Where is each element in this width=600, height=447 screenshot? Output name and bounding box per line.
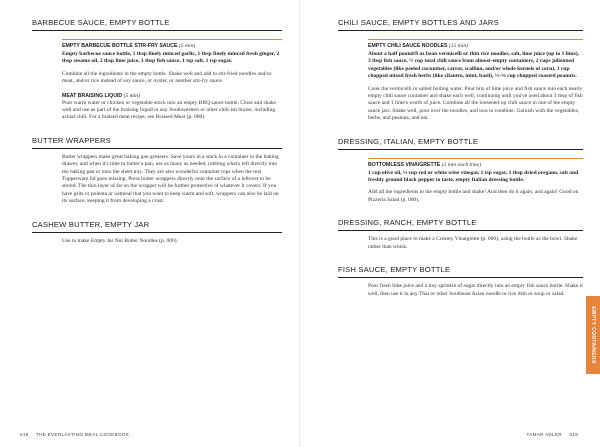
author-name: TAMAR ADLER	[526, 432, 562, 437]
section-text: Butter wrappers make great baking pan greasers. Save yours in a stack in a container in the baking drawer, and when it's time to butter a pan, use as many as needed, rubbing what's left directly into the baking pan or onto the sheet tray. They are also wonderful container tops when the teal Tupperware lid goes missing. Press butter wrappers directly onto the surface of a leftover to be stored. The thin layer of fat on the wrapper will be further protective of whatever it covers. If you have grits or polenta or oatmeal that you want to keep warm and soft, wrappers can also be laid on its surface, keeping it from developing a crust.	[62, 153, 279, 205]
section-fish-sauce	[338, 265, 583, 298]
sub-recipe-title	[62, 93, 282, 99]
recipe-name: EMPTY CHILI SAUCE NOODLES	[368, 43, 448, 49]
left-footer	[20, 432, 129, 437]
left-column	[32, 18, 282, 245]
method-text: Cook the vermicelli in salted boiling water. Pour bits of lime juice and fish sauce into each nearly empty chili sauce container and shake each well, continuing until you've used about 3 tbsp of fish sauce and 1 lime's worth of juice. Combine all the loosened-up chili sauce in one of the empty sauce jars. Shake well, pour over the noodles, and toss to combine. Garnish with the vegetables, herbs, and peanuts, and eat.	[368, 85, 583, 122]
recipe-title	[368, 158, 583, 168]
recipe-time: (5 min each time)	[441, 161, 482, 168]
recipe-name: EMPTY BARBECUE BOTTLE STIR-FRY SAUCE	[62, 43, 178, 49]
section-barbecue-sauce	[32, 18, 282, 122]
section-butter-wrappers	[32, 136, 282, 206]
section-text: Pour fresh lime juice and a tiny sprinkle of sugar directly into an empty fish sauce bottle. Shake it well, then use it in any Thai or other Southeast Asian noodle or rice dish or soup or salad.	[368, 283, 583, 297]
section-heading: FISH SAUCE, EMPTY BOTTLE	[338, 265, 583, 278]
recipe-title	[62, 39, 282, 49]
chapter-tab-label: EMPTY CONTAINERS	[590, 306, 596, 364]
book-title: THE EVERLASTING MEAL COOKBOOK	[36, 432, 130, 437]
right-page	[300, 0, 600, 447]
recipe-name: BOTTOMLESS VINAIGRETTE	[368, 161, 441, 168]
ingredients: 1 cup olive oil, ⅓ cup red or white wine vinegar, 1 tsp sugar, 1 tbsp dried oregano, salt and freshly ground black pepper to taste, empty Italian dressing bottle.	[368, 169, 579, 184]
section-heading: DRESSING, ITALIAN, EMPTY BOTTLE	[338, 137, 583, 150]
ingredients: About a half pound/8 oz bean vermicelli or thin rice noodles, salt, lime juice (up to 1 lime), 3 tbsp fish sauce, ½ cup total chili sauce from almost-empty containers, 2 cups julienned vegetables (like peeled cucumber, carrot, scallion, and/or whole kernels of corn), 1 cup chopped mixed fresh herbs (like cilantro, mint, basil), ⅔–¾ cup chopped roasted peanuts.	[368, 51, 580, 80]
section-ranch-dressing	[338, 218, 583, 251]
section-heading: CASHEW BUTTER, EMPTY JAR	[32, 220, 282, 233]
sub-recipe-time: (5 min)	[123, 92, 140, 99]
sub-recipe-text: Pour warm water or chicken or vegetable stock into an empty BBQ sauce bottle. Close and shake well and use as part of the braising liquid in any Southwestern or other chili-ish braise, including actual chili. For a braised meat recipe, see Braised Meat (p. 000).	[62, 99, 276, 121]
sub-recipe-name: MEAT BRAISING LIQUID	[62, 92, 123, 99]
section-text: This is a good place to make a Creamy Vinaigrette (p. 000), using the bottle as the bowl. Shake rather than whisk.	[368, 236, 578, 250]
recipe-time: (15 min)	[448, 43, 469, 49]
recipe-time: (5 min)	[178, 43, 196, 49]
method-text: Combine all the ingredients in the empty bottle. Shake well and add to stir-fried noodles and/or meat, and/or rice instead of soy sauce, or oyster, or another stir-fry sauce.	[62, 70, 272, 85]
section-heading: CHILI SAUCE, EMPTY BOTTLES AND JARS	[338, 18, 583, 31]
page-number: 518	[20, 432, 29, 437]
section-cashew-butter	[32, 220, 282, 245]
section-heading: DRESSING, RANCH, EMPTY BOTTLE	[338, 218, 583, 231]
right-footer	[526, 432, 578, 437]
recipe-title	[368, 39, 583, 49]
chapter-tab	[586, 296, 600, 374]
page-number: 519	[569, 432, 578, 437]
method-text: Add all the ingredients to the empty bottle and shake! And then do it again, and again! Good on Pizzeria Salad (p. 000).	[368, 189, 579, 203]
section-heading: BARBECUE SAUCE, EMPTY BOTTLE	[32, 18, 282, 31]
right-column	[338, 18, 583, 298]
section-italian-dressing	[338, 137, 583, 205]
section-chili-sauce	[338, 18, 583, 123]
ingredients: Empty barbecue sauce bottle, 1 tbsp finely minced garlic, 1 tbsp finely minced fresh ginger, 2 tbsp sesame oil, 2 tbsp lime juice, 1 tbsp fish sauce, 1 tsp salt, 1 tsp sugar.	[62, 51, 280, 65]
section-heading: BUTTER WRAPPERS	[32, 136, 282, 149]
section-text: Use to make Empty Jar Nut Butter Noodles (p. 000).	[62, 237, 178, 244]
